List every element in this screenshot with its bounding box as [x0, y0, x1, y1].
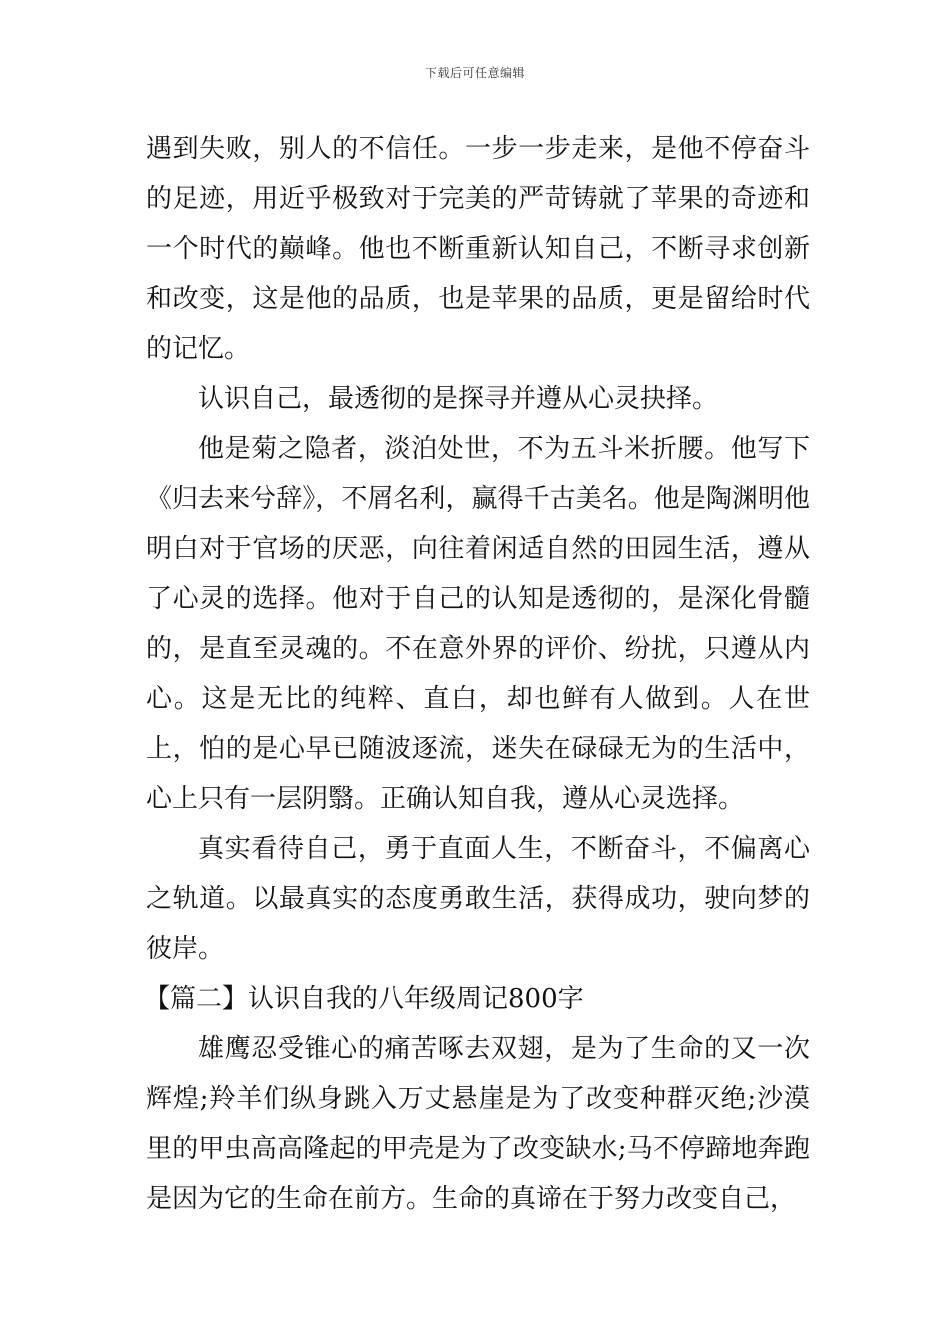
paragraph-continued: 遇到失败，别人的不信任。一步一步走来，是他不停奋斗的足迹，用近乎极致对于完美的严苛铸就了苹果的奇迹和一个时代的巅峰。他也不断重新认知自己，不断寻求创新和改变，这是他的品质，也是苹果的品质，更是留给时代的记忆。 [146, 134, 810, 364]
paragraph-tao-yuanming: 他是菊之隐者，淡泊处世，不为五斗米折腰。他写下《归去来兮辞》，不屑名利，赢得千古美名。他是陶渊明他明白对于官场的厌恶，向往着闲适自然的田园生活，遵从了心灵的选择。他对于自己的认知是透彻的，是深化骨髓的，是直至灵魂的。不在意外界的评价、纷扰，只遵从内心。这是无比的纯粹、直白，却也鲜有人做到。人在世上，怕的是心早已随波逐流，迷失在碌碌无为的生活中，心上只有一层阴翳。正确认知自我，遵从心灵选择。 [146, 434, 810, 814]
page-header: 下载后可任意编辑 [424, 66, 525, 80]
paragraph-eagle: 雄鹰忍受锥心的痛苦啄去双翅，是为了生命的又一次辉煌;羚羊们纵身跳入万丈悬崖是为了改变种群灭绝;沙漠里的甲虫高高隆起的甲壳是为了改变缺水;马不停蹄地奔跑是因为它的生命在前方。生命的真谛在于努力改变自己， [146, 1034, 810, 1214]
paragraph-thesis: 认识自己，最透彻的是探寻并遵从心灵抉择。 [198, 384, 719, 414]
document-body [146, 124, 810, 1224]
paragraph-conclusion: 真实看待自己，勇于直面人生，不断奋斗，不偏离心之轨道。以最真实的态度勇敢生活，获得成功，驶向梦的彼岸。 [146, 834, 810, 964]
section-heading: 【篇二】认识自我的八年级周记800字 [144, 984, 584, 1014]
